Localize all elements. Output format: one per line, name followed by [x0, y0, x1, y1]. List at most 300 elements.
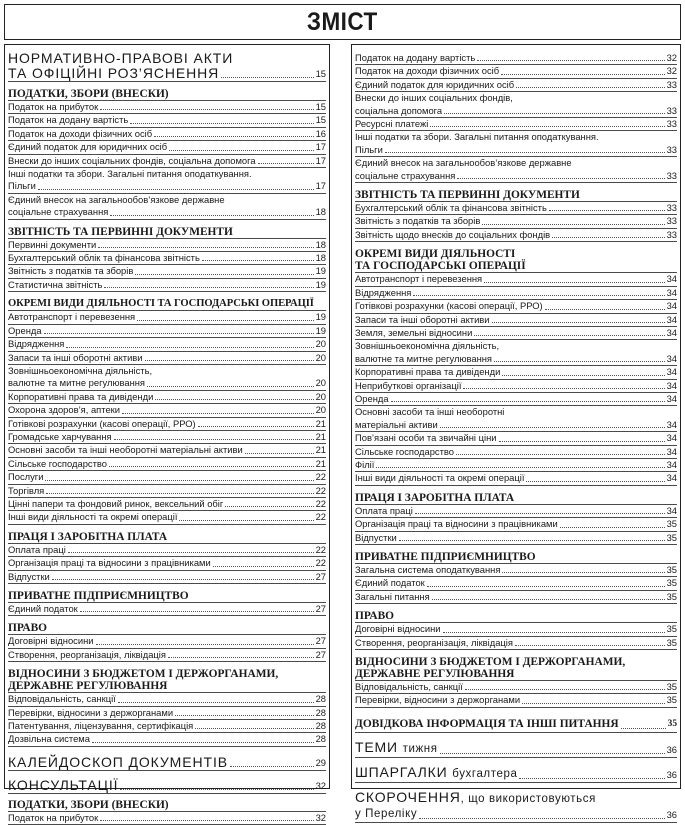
toc-entry[interactable]: [8, 391, 326, 404]
page-number: 18: [315, 252, 326, 264]
section-heading-line2: ДЕРЖАВНЕ РЕГУЛЮВАННЯ: [355, 668, 515, 681]
entry-title: Готівкові розрахунки (касові операції, РРО): [355, 300, 543, 312]
page-number: 35: [666, 577, 677, 589]
dot-leader: [195, 728, 313, 729]
toc-entry[interactable]: [355, 79, 677, 92]
dot-leader: [499, 441, 665, 442]
toc-entry[interactable]: [8, 252, 326, 265]
dot-leader: [68, 552, 314, 553]
toc-big-heading[interactable]: [8, 46, 326, 82]
toc-entry[interactable]: [355, 340, 677, 366]
dot-leader: [122, 413, 314, 414]
page-number: 16: [315, 127, 326, 139]
dot-leader: [415, 513, 665, 514]
heading-line2: ТА ОФІЦІЙНІ РОЗ’ЯСНЕННЯ: [8, 65, 220, 81]
dot-leader: [457, 178, 664, 179]
toc-entry[interactable]: [8, 418, 326, 431]
dot-leader: [52, 579, 314, 580]
dot-leader: [621, 728, 666, 729]
entry-title: Договірні відносини: [8, 635, 94, 647]
page-number: 35: [666, 564, 677, 575]
toc-big-heading[interactable]: [8, 747, 326, 771]
toc-entry[interactable]: [355, 314, 677, 327]
dot-leader: [385, 152, 665, 153]
toc-entry[interactable]: [355, 300, 677, 313]
entry-title: Первинні документи: [8, 238, 97, 250]
page-number: 15: [315, 101, 326, 112]
dot-leader: [440, 427, 665, 428]
section-heading: [8, 662, 326, 693]
page-number: 22: [315, 471, 326, 483]
toc-entry[interactable]: [355, 623, 677, 636]
page-number: 22: [315, 484, 326, 496]
toc-entry[interactable]: [355, 505, 677, 518]
page-number: 32: [315, 779, 326, 791]
dot-leader: [80, 611, 314, 612]
page-number: 34: [666, 472, 677, 484]
dot-leader: [202, 260, 314, 261]
dot-leader: [46, 493, 313, 494]
entry-title: Перевірки, відносини з держорганами: [8, 706, 174, 718]
toc-entry[interactable]: [8, 444, 326, 457]
dot-leader: [130, 123, 313, 124]
toc-entry[interactable]: [8, 649, 326, 662]
entry-title-part: бухгалтера: [452, 767, 518, 780]
toc-entry[interactable]: [8, 498, 326, 511]
dot-leader: [230, 766, 314, 767]
page-number: 34: [666, 313, 677, 325]
page-number: 35: [666, 694, 677, 706]
page-number: 21: [315, 417, 326, 429]
dot-leader: [213, 566, 314, 567]
entry-title: Податок на додану вартість: [8, 114, 129, 126]
entry-title: [355, 740, 438, 757]
entry-title: Відповідальність, санкції: [355, 681, 463, 693]
toc-entry[interactable]: [355, 432, 677, 445]
entry-title: Цінні папери та фондовий ринок, вексельний обіг: [8, 497, 224, 509]
entry-title: Внески до інших соціальних фондів,: [355, 92, 513, 104]
entry-title: Загальні питання: [355, 590, 430, 602]
dot-leader: [137, 320, 313, 321]
entry-title: Автотранспорт і перевезення: [355, 273, 483, 285]
toc-entry[interactable]: [8, 603, 326, 616]
toc-entry[interactable]: [355, 287, 677, 300]
entry-title: Готівкові розрахунки (касові операції, РРО): [8, 417, 196, 429]
entry-last-line: [355, 353, 677, 365]
dot-leader: [98, 247, 313, 248]
section-heading: ЗВІТНІСТЬ ТА ПЕРВИННІ ДОКУМЕНТИ: [355, 183, 677, 202]
page-number: 35: [666, 518, 677, 530]
toc-entry[interactable]: [8, 352, 326, 365]
dot-leader: [560, 527, 665, 528]
toc-entry[interactable]: [8, 431, 326, 444]
page-number: 19: [315, 311, 326, 323]
dot-leader: [440, 753, 665, 754]
toc-entry[interactable]: [8, 812, 326, 825]
page-number: 34: [666, 286, 677, 298]
entry-title: Корпоративні права та дивіденди: [355, 366, 501, 378]
page-number: 35: [666, 681, 677, 693]
toc-entry[interactable]: [355, 564, 677, 577]
section-heading: ЗВІТНІСТЬ ТА ПЕРВИННІ ДОКУМЕНТИ: [8, 220, 326, 239]
page-number: 33: [666, 215, 677, 227]
toc-entry[interactable]: [8, 101, 326, 114]
entry-last-line: [8, 180, 326, 192]
page-number: 33: [666, 104, 677, 116]
contents-left-column: [4, 44, 330, 823]
entry-title: Земля, земельні відносини: [355, 326, 473, 338]
entry-title: Звітність з податків та зборів: [8, 265, 134, 277]
page-number: 34: [666, 352, 677, 364]
toc-entry[interactable]: [8, 720, 326, 733]
page-number: 32: [666, 52, 677, 63]
page-number: 34: [666, 504, 677, 516]
entry-last-line: [8, 377, 326, 389]
page-number: 33: [666, 78, 677, 90]
entry-title: Охорона здоров’я, аптеки: [8, 404, 120, 416]
page-number: 22: [315, 497, 326, 509]
entry-title: Оренда: [8, 324, 42, 336]
page-number: 18: [315, 206, 326, 218]
page-number: 32: [666, 65, 677, 77]
page-number: 34: [666, 326, 677, 338]
dot-leader: [110, 215, 313, 216]
entry-title: Відповідальність, санкції: [8, 693, 116, 705]
page-number: 34: [666, 273, 677, 285]
toc-entry[interactable]: [8, 557, 326, 570]
page-number: 34: [666, 445, 677, 457]
section-heading-line1: ВІДНОСИНИ З БЮДЖЕТОМ І ДЕРЖОРГАНАМИ,: [355, 656, 626, 669]
page-number: 20: [315, 390, 326, 402]
toc-entry[interactable]: [355, 694, 677, 707]
entry-title: матеріальні активи: [355, 418, 438, 430]
page-number: 34: [666, 379, 677, 391]
dot-leader: [413, 295, 664, 296]
dot-leader: [225, 506, 313, 507]
entry-title: Податок на прибуток: [8, 101, 99, 112]
toc-entry[interactable]: [355, 406, 677, 432]
dot-leader: [391, 401, 665, 402]
entry-title: Пільги: [8, 180, 36, 192]
entry-title: Податок на доходи фізичних осіб: [8, 127, 153, 139]
page-number: 35: [666, 531, 677, 543]
toc-entry[interactable]: [8, 194, 326, 220]
toc-entry[interactable]: [355, 577, 677, 590]
toc-entry[interactable]: [355, 532, 677, 545]
entry-title: КОНСУЛЬТАЦІЇ: [8, 776, 119, 793]
dot-leader: [175, 715, 313, 716]
dot-leader: [522, 703, 664, 704]
dot-leader: [474, 335, 664, 336]
entry-title: Основні засоби та інші необоротні матеріальні активи: [8, 444, 243, 456]
dot-leader: [502, 375, 664, 376]
toc-entry[interactable]: [8, 168, 326, 194]
entry-title: Торгівля: [8, 484, 45, 496]
entry-title: Перевірки, відносини з держорганами: [355, 694, 521, 706]
entry-title: соціальне страхування: [8, 206, 109, 218]
entry-title-part: , що використовуються: [460, 792, 596, 805]
section-heading-line2: ДЕРЖАВНЕ РЕГУЛЮВАННЯ: [8, 680, 168, 693]
dot-leader: [114, 439, 314, 440]
dot-leader: [198, 426, 314, 427]
entry-title: Єдиний податок для юридичних осіб: [8, 141, 168, 153]
entry-title: Послуги: [8, 471, 44, 483]
page-number: 36: [666, 768, 677, 780]
section-heading-line2: ТА ГОСПОДАРСЬКІ ОПЕРАЦІЇ: [355, 260, 526, 273]
entry-title-part: СКОРОЧЕННЯ: [355, 788, 461, 805]
entry-title: Основні засоби та інші необоротні: [355, 406, 505, 418]
toc-entry[interactable]: [355, 131, 677, 157]
toc-entry[interactable]: [8, 544, 326, 557]
section-heading-line1: ОКРЕМІ ВИДИ ДІЯЛЬНОСТІ: [355, 248, 516, 261]
entry-title: Оплата праці: [355, 504, 413, 516]
dot-leader: [494, 361, 665, 362]
entry-title: Податок на прибуток: [8, 811, 99, 823]
page-number: 21: [315, 457, 326, 469]
dot-leader: [45, 480, 313, 481]
dot-leader: [545, 309, 665, 310]
entry-title: Відпустки: [355, 531, 397, 543]
toc-entry[interactable]: [355, 229, 677, 242]
entry-title: [355, 765, 517, 782]
entry-title: Оплата праці: [8, 543, 66, 555]
toc-entry[interactable]: [355, 118, 677, 131]
toc-entry[interactable]: [8, 707, 326, 720]
entry-title: Сільське господарство: [355, 445, 454, 457]
toc-big-heading[interactable]: [355, 733, 677, 758]
heading-line1: НОРМАТИВНО-ПРАВОВІ АКТИ: [8, 50, 234, 66]
dot-leader: [120, 789, 313, 790]
section-heading: ПРАЦЯ І ЗАРОБІТНА ПЛАТА: [8, 525, 326, 544]
toc-entry[interactable]: [8, 693, 326, 706]
dot-leader: [492, 322, 665, 323]
entry-title: соціальна допомога: [355, 104, 443, 116]
toc-entry[interactable]: [8, 311, 326, 324]
page-number: 33: [666, 228, 677, 240]
entry-title: Відпустки: [8, 570, 50, 582]
page-number: 27: [315, 635, 326, 647]
toc-entry[interactable]: [355, 459, 677, 472]
page-number: 19: [315, 265, 326, 277]
dot-leader: [169, 150, 313, 151]
toc-big-heading[interactable]: [8, 771, 326, 794]
page-number: 15: [315, 114, 326, 126]
page-number: 28: [315, 720, 326, 732]
entry-title: Звітність щодо внесків до соціальних фондів: [355, 228, 551, 240]
dot-leader: [549, 210, 665, 211]
dot-leader: [100, 109, 313, 110]
section-heading-line1: ВІДНОСИНИ З БЮДЖЕТОМ І ДЕРЖОРГАНАМИ,: [8, 668, 279, 681]
page-number: 36: [666, 808, 677, 820]
dot-leader: [145, 360, 314, 361]
toc-entry[interactable]: [8, 128, 326, 141]
section-heading: ПОДАТКИ, ЗБОРИ (ВНЕСКИ): [8, 794, 326, 812]
entry-title: Патентування, ліцензування, сертифікація: [8, 720, 194, 732]
entry-title: [355, 790, 677, 807]
entry-title: Запаси та інші оборотні активи: [355, 313, 490, 325]
toc-entry[interactable]: [8, 458, 326, 471]
toc-entry[interactable]: [355, 591, 677, 604]
page-number: 20: [315, 351, 326, 363]
dot-leader: [104, 287, 313, 288]
entry-last-line: [8, 66, 326, 81]
entry-title: Бухгалтерський облік та фінансова звітність: [355, 202, 547, 214]
dot-leader: [484, 282, 664, 283]
dot-leader: [258, 163, 314, 164]
toc-entry[interactable]: [8, 239, 326, 252]
toc-entry[interactable]: [8, 338, 326, 351]
page-number: 28: [315, 706, 326, 718]
page-number: 21: [315, 430, 326, 442]
toc-entry[interactable]: [355, 92, 677, 118]
dot-leader: [245, 453, 314, 454]
entry-title: Пільги: [355, 143, 383, 155]
page-number: 20: [315, 338, 326, 350]
page-number: 22: [315, 511, 326, 523]
page-number: 34: [666, 418, 677, 430]
toc-entry[interactable]: [355, 65, 677, 78]
page-title: ЗМІСТ: [307, 7, 378, 36]
entry-title: Інші податки та збори. Загальні питання оподаткування.: [355, 131, 599, 143]
toc-entry[interactable]: [8, 155, 326, 168]
entry-title: Внески до інших соціальних фондів, соціальна допомога: [8, 154, 256, 166]
page-number: 18: [315, 238, 326, 250]
toc-entry[interactable]: [8, 733, 326, 746]
entry-title: Єдиний внесок на загальнообов’язкове державне: [355, 157, 572, 169]
dot-leader: [109, 466, 314, 467]
entry-title: Організація праці та відносини з працівниками: [8, 557, 211, 569]
toc-entry[interactable]: [8, 635, 326, 648]
dot-leader: [456, 454, 665, 455]
page-number: 27: [315, 570, 326, 582]
toc-entry[interactable]: [8, 404, 326, 417]
toc-entry[interactable]: [8, 141, 326, 154]
entry-title: Оренда: [355, 392, 389, 404]
page-number: 34: [666, 432, 677, 444]
toc-big-heading[interactable]: [355, 783, 677, 823]
section-heading: ОКРЕМІ ВИДИ ДІЯЛЬНОСТІ ТА ГОСПОДАРСЬКІ ОПЕРАЦІЇ: [8, 292, 326, 311]
toc-entry[interactable]: [355, 472, 677, 485]
page-number: 36: [666, 743, 677, 755]
dot-leader: [399, 540, 665, 541]
toc-entry[interactable]: [8, 485, 326, 498]
toc-entry[interactable]: [8, 325, 326, 338]
dot-leader: [443, 632, 665, 633]
entry-title: у Переліку: [355, 807, 418, 820]
section-heading: [355, 242, 677, 273]
toc-entry[interactable]: [8, 279, 326, 292]
toc-entry[interactable]: [8, 114, 326, 127]
entry-title: Створення, реорганізація, ліквідація: [355, 636, 513, 648]
entry-title: Інші податки та збори. Загальні питання оподаткування.: [8, 168, 252, 180]
entry-title: Податок на додану вартість: [355, 52, 476, 63]
toc-entry[interactable]: [355, 327, 677, 340]
dot-leader: [179, 520, 313, 521]
dot-leader: [155, 399, 313, 400]
dot-leader: [501, 74, 664, 75]
toc-entry[interactable]: [355, 681, 677, 694]
page-number: 15: [315, 68, 326, 79]
entry-title: соціальне страхування: [355, 169, 456, 181]
page-number: 17: [315, 141, 326, 153]
entry-title: Пов’язані особи та звичайні ціни: [355, 432, 497, 444]
page-number: 20: [315, 404, 326, 416]
section-heading: ПРАВО: [355, 604, 677, 623]
toc-entry[interactable]: [355, 393, 677, 406]
toc-entry[interactable]: [8, 511, 326, 524]
entry-title: Єдиний внесок на загальнообов’язкове державне: [8, 193, 225, 205]
page-number: 33: [666, 169, 677, 181]
entry-title-part: ТЕМИ: [355, 738, 398, 755]
toc-entry[interactable]: [355, 380, 677, 393]
dot-leader: [516, 87, 664, 88]
toc-entry[interactable]: [355, 637, 677, 650]
dot-leader: [477, 60, 664, 61]
toc-entry[interactable]: [8, 471, 326, 484]
dot-leader: [427, 586, 665, 587]
section-heading: ПОДАТКИ, ЗБОРИ (ВНЕСКИ): [8, 82, 326, 101]
toc-entry[interactable]: [355, 366, 677, 379]
entry-title: Запаси та інші оборотні активи: [8, 351, 143, 363]
entry-title: ДОВІДКОВА ІНФОРМАЦІЯ ТА ІНШІ ПИТАННЯ: [355, 717, 619, 730]
section-heading: ПРАЦЯ І ЗАРОБІТНА ПЛАТА: [355, 486, 677, 505]
toc-entry[interactable]: [8, 265, 326, 278]
toc-entry[interactable]: [355, 157, 677, 183]
dot-leader: [463, 388, 664, 389]
toc-big-heading[interactable]: [355, 758, 677, 783]
contents-right-column: [351, 44, 681, 820]
toc-entry[interactable]: [355, 215, 677, 228]
page-number: 21: [315, 444, 326, 456]
page-number: 35: [667, 718, 677, 729]
toc-big-heading[interactable]: [355, 708, 677, 733]
dot-leader: [515, 645, 665, 646]
entry-title: Інші види діяльності та окремі операції: [8, 511, 178, 523]
entry-title: Статистична звітність: [8, 278, 103, 290]
entry-title: Сільське господарство: [8, 457, 107, 469]
entry-title: Корпоративні права та дивіденди: [8, 390, 154, 402]
dot-leader: [444, 113, 664, 114]
dot-leader: [221, 77, 313, 78]
entry-title: Інші види діяльності та окремі операції: [355, 472, 525, 484]
dot-leader: [168, 657, 314, 658]
page-number: 19: [315, 278, 326, 290]
page-number: 27: [315, 603, 326, 614]
toc-entry[interactable]: [355, 446, 677, 459]
toc-entry[interactable]: [8, 571, 326, 584]
dot-leader: [38, 189, 314, 190]
toc-entry[interactable]: [355, 202, 677, 215]
dot-leader: [96, 644, 314, 645]
dot-leader: [465, 689, 665, 690]
toc-entry[interactable]: [355, 273, 677, 286]
page-number: 20: [315, 377, 326, 389]
toc-entry[interactable]: [355, 46, 677, 65]
section-heading: [355, 650, 677, 681]
dot-leader: [135, 274, 313, 275]
entry-title: Бухгалтерський облік та фінансова звітність: [8, 252, 200, 264]
entry-last-line: [355, 144, 677, 156]
entry-title: Звітність з податків та зборів: [355, 215, 481, 227]
page-number: 35: [666, 590, 677, 602]
entry-last-line: [8, 206, 326, 218]
entry-last-line: [355, 105, 677, 117]
entry-title: Податок на доходи фізичних осіб: [355, 65, 500, 77]
dot-leader: [502, 572, 664, 573]
entry-last-line: [355, 807, 677, 822]
toc-entry[interactable]: [355, 518, 677, 531]
toc-entry[interactable]: [8, 365, 326, 391]
